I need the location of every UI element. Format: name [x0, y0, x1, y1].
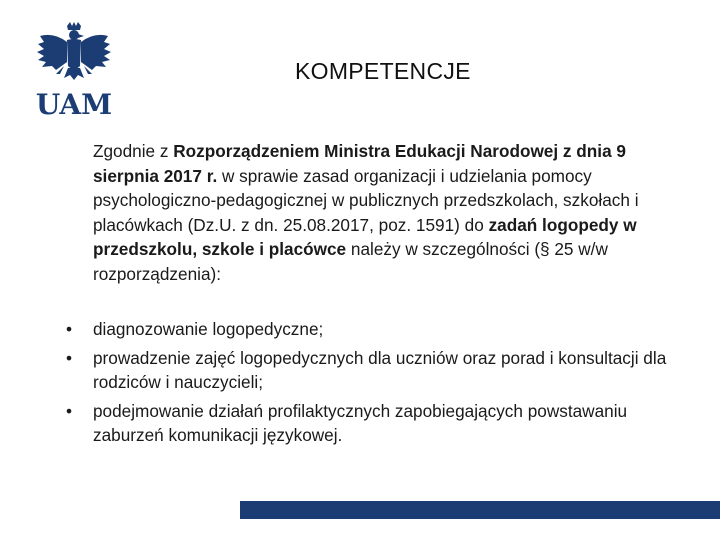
bullet-icon: •: [66, 319, 73, 339]
intro-paragraph: [93, 139, 693, 286]
list-item: [66, 317, 696, 342]
slide-title: KOMPETENCJE: [295, 58, 471, 84]
uam-logo-text: UAM: [35, 88, 113, 120]
list-item-text: prowadzenie zajęć logopedycznych dla uczniów oraz porad i konsultacji dla rodziców i nauczycieli;: [93, 347, 667, 392]
intro-text-segment: należy w szczególności (§ 25 w/w rozporządzenia):: [93, 239, 608, 284]
intro-text-segment: Zgodnie z: [93, 141, 174, 161]
bullet-icon: •: [66, 347, 73, 368]
list-item-text: diagnozowanie logopedyczne;: [93, 319, 324, 339]
task-list: [66, 317, 696, 452]
intro-bold-segment: zadań logopedy w przedszkolu, szkole i placówce: [93, 214, 637, 259]
bullet-icon: •: [66, 400, 73, 421]
list-item-text: podejmowanie działań profilaktycznych zapobiegających powstawaniu zaburzeń komunikacji językowej.: [93, 400, 628, 445]
list-item: [66, 346, 696, 395]
list-item: [66, 399, 696, 448]
intro-bold-segment: Rozporządzeniem Ministra Edukacji Narodowej z dnia 9 sierpnia 2017 r.: [93, 141, 626, 186]
footer-bar: [240, 501, 720, 519]
uam-logo: [34, 22, 114, 120]
intro-text-segment: w sprawie zasad organizacji i udzielania pomocy psychologiczno-pedagogicznej w publicznych przedszkolach, szkołach i placówkach (Dz.U. z dn. 25.08.2017, poz. 1591) do: [93, 165, 639, 235]
